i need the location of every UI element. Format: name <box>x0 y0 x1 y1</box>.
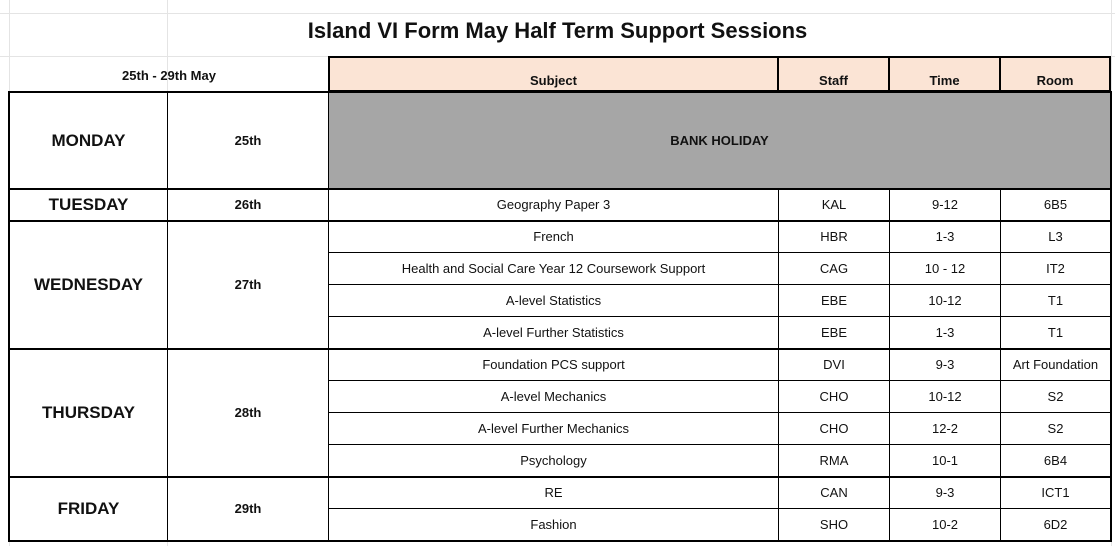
bank-holiday-cell: BANK HOLIDAY <box>328 92 1111 189</box>
header-subject: Subject <box>328 56 779 92</box>
session-room: T1 <box>1000 284 1111 317</box>
session-subject: Health and Social Care Year 12 Coursework Support <box>328 252 779 285</box>
session-room: S2 <box>1000 380 1111 413</box>
session-subject: A-level Further Mechanics <box>328 412 779 445</box>
session-subject: RE <box>328 476 779 509</box>
day-cell-friday: FRIDAY <box>9 476 168 541</box>
day-cell-thursday: THURSDAY <box>9 348 168 477</box>
session-staff: SHO <box>778 508 890 541</box>
date-cell-wednesday: 27th <box>167 220 329 349</box>
session-subject: Fashion <box>328 508 779 541</box>
day-cell-tuesday: TUESDAY <box>9 188 168 221</box>
session-subject: A-level Further Statistics <box>328 316 779 349</box>
session-subject: Psychology <box>328 444 779 477</box>
session-time: 12-2 <box>889 412 1001 445</box>
session-staff: KAL <box>778 188 890 221</box>
date-cell-tuesday: 26th <box>167 188 329 221</box>
grid-line <box>0 13 1115 14</box>
day-cell-wednesday: WEDNESDAY <box>9 220 168 349</box>
session-time: 1-3 <box>889 316 1001 349</box>
session-staff: CHO <box>778 380 890 413</box>
date-cell-friday: 29th <box>167 476 329 541</box>
session-room: L3 <box>1000 220 1111 253</box>
date-range: 25th - 29th May <box>122 67 216 83</box>
session-time: 9-3 <box>889 348 1001 381</box>
session-room: S2 <box>1000 412 1111 445</box>
session-time: 10-1 <box>889 444 1001 477</box>
session-room: 6B5 <box>1000 188 1111 221</box>
session-room: 6B4 <box>1000 444 1111 477</box>
session-room: Art Foundation <box>1000 348 1111 381</box>
session-staff: DVI <box>778 348 890 381</box>
grid-line <box>1111 0 1112 546</box>
header-room: Room <box>999 56 1111 92</box>
session-room: 6D2 <box>1000 508 1111 541</box>
session-time: 10 - 12 <box>889 252 1001 285</box>
session-staff: HBR <box>778 220 890 253</box>
session-staff: CHO <box>778 412 890 445</box>
session-time: 10-12 <box>889 284 1001 317</box>
session-time: 9-3 <box>889 476 1001 509</box>
day-cell-monday: MONDAY <box>9 92 168 189</box>
session-time: 10-2 <box>889 508 1001 541</box>
session-staff: CAG <box>778 252 890 285</box>
session-staff: EBE <box>778 284 890 317</box>
session-time: 10-12 <box>889 380 1001 413</box>
session-time: 9-12 <box>889 188 1001 221</box>
header-staff: Staff <box>777 56 890 92</box>
page-title: Island VI Form May Half Term Support Sessions <box>307 18 808 43</box>
session-staff: CAN <box>778 476 890 509</box>
header-time: Time <box>888 56 1001 92</box>
session-staff: EBE <box>778 316 890 349</box>
session-room: T1 <box>1000 316 1111 349</box>
session-room: ICT1 <box>1000 476 1111 509</box>
session-subject: French <box>328 220 779 253</box>
session-subject: Geography Paper 3 <box>328 188 779 221</box>
session-subject: A-level Statistics <box>328 284 779 317</box>
date-cell-monday: 25th <box>167 92 329 189</box>
session-subject: Foundation PCS support <box>328 348 779 381</box>
session-time: 1-3 <box>889 220 1001 253</box>
session-subject: A-level Mechanics <box>328 380 779 413</box>
date-cell-thursday: 28th <box>167 348 329 477</box>
session-staff: RMA <box>778 444 890 477</box>
session-room: IT2 <box>1000 252 1111 285</box>
